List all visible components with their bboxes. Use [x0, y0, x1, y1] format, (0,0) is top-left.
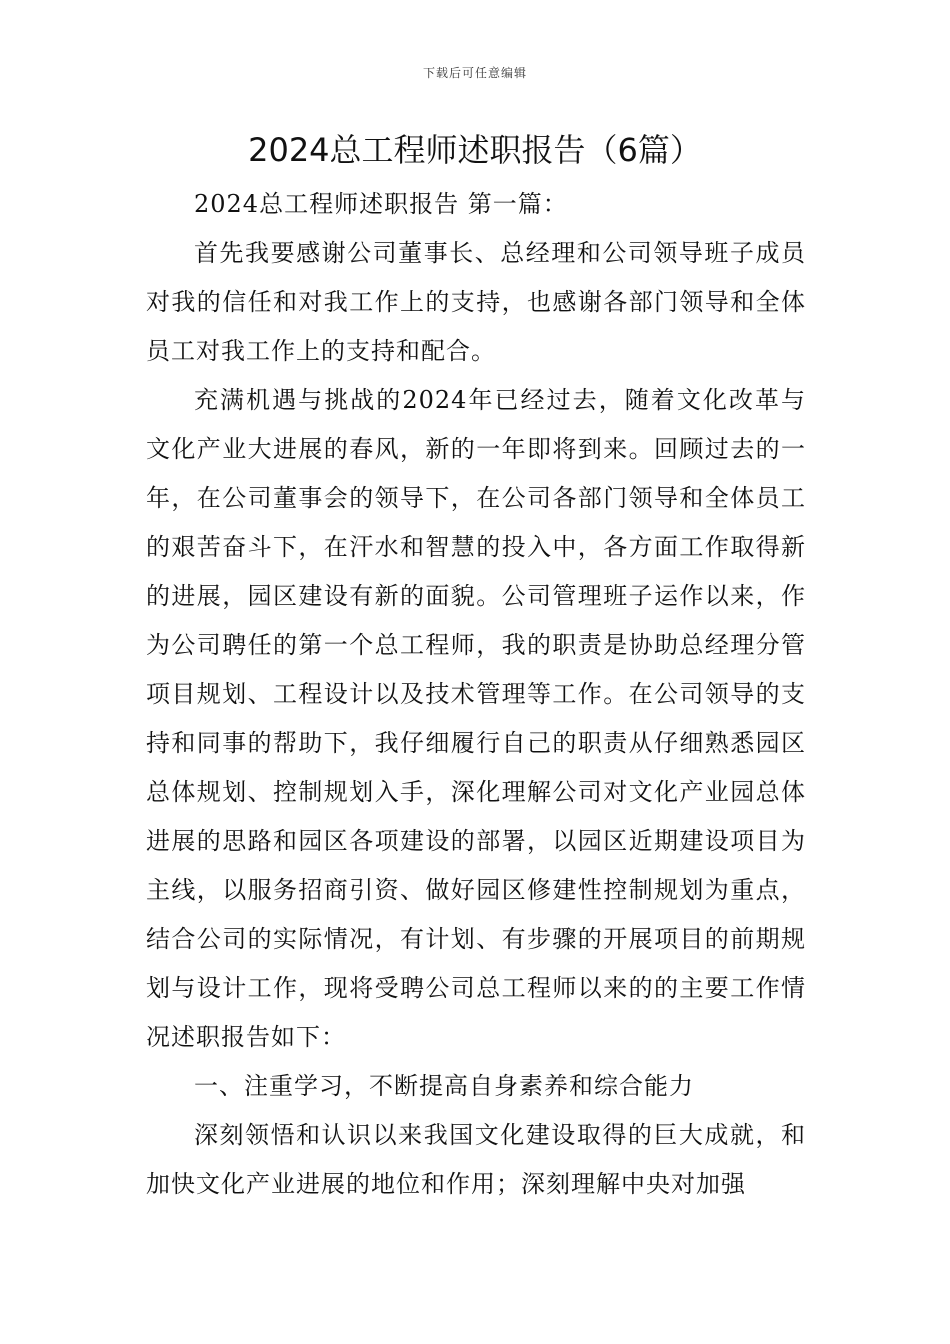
- paragraph: 充满机遇与挑战的2024年已经过去，随着文化改革与文化产业大进展的春风，新的一年即将到来。回顾过去的一年，在公司董事会的领导下，在公司各部门领导和全体员工的艰苦奋斗下，在汗水和智慧的投入中，各方面工作取得新的进展，园区建设有新的面貌。公司管理班子运作以来，作为公司聘任的第一个总工程师，我的职责是协助总经理分管项目规划、工程设计以及技术管理等工作。在公司领导的支持和同事的帮助下，我仔细履行自己的职责从仔细熟悉园区总体规划、控制规划入手，深化理解公司对文化产业园总体进展的思路和园区各项建设的部署，以园区近期建设项目为主线，以服务招商引资、做好园区修建性控制规划为重点，结合公司的实际情况，有计划、有步骤的开展项目的前期规划与设计工作，现将受聘公司总工程师以来的的主要工作情况述职报告如下：: [146, 386, 806, 1051]
- document-title: 2024总工程师述职报告（6篇）: [248, 131, 702, 169]
- paragraph: 深刻领悟和认识以来我国文化建设取得的巨大成就，和加快文化产业进展的地位和作用；深刻理解中央对加强: [146, 1121, 806, 1198]
- paragraph: 首先我要感谢公司董事长、总经理和公司领导班子成员对我的信任和对我工作上的支持，也感谢各部门领导和全体员工对我工作上的支持和配合。: [146, 239, 806, 365]
- sub-heading: 一、注重学习，不断提高自身素养和综合能力: [194, 1072, 694, 1100]
- document-body: [146, 180, 806, 1209]
- header-note: 下载后可任意编辑: [422, 66, 527, 80]
- section-heading: 2024总工程师述职报告 第一篇：: [194, 190, 568, 218]
